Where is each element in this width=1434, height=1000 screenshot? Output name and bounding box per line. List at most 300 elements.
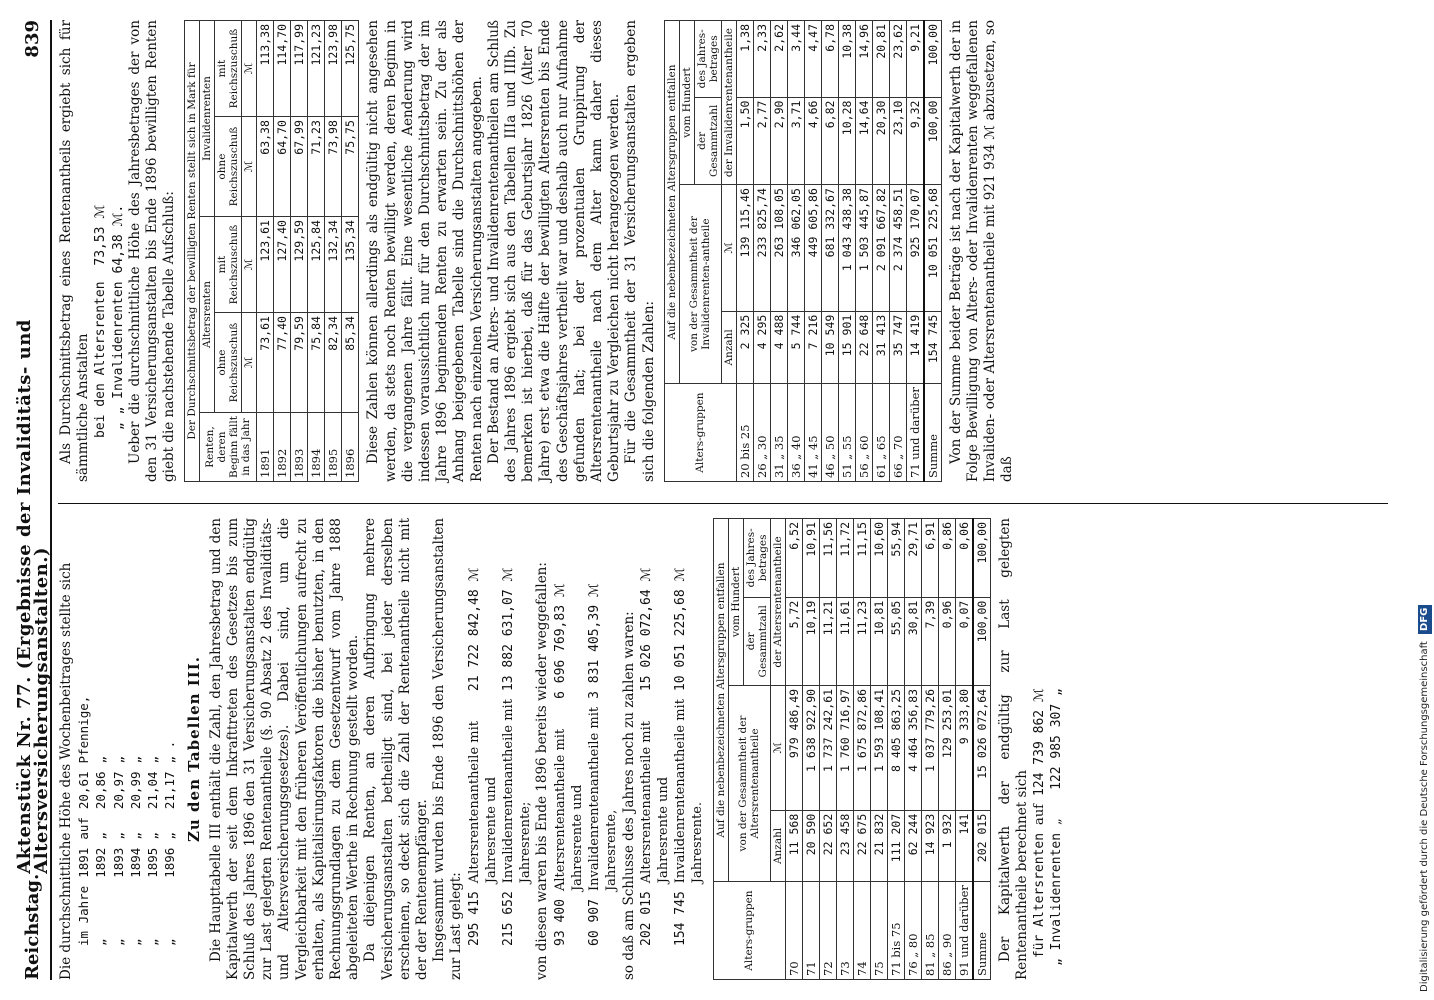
calc-row bbox=[517, 564, 534, 950]
table-cell: 1 675 872,86 bbox=[853, 685, 870, 810]
sum-cell: 100,00 bbox=[924, 21, 942, 98]
table-cell: 11,23 bbox=[853, 597, 870, 685]
table-cell: 14,64 bbox=[855, 97, 872, 185]
table-cell: 6,82 bbox=[821, 97, 838, 185]
table-row bbox=[819, 519, 836, 980]
header-title: Aktenstück Nr. 77. (Ergebnisse der Invaliditäts- und Altersversicherungsanstalten.) bbox=[13, 319, 52, 874]
calc-cell: „ „ Invalidenrenten bbox=[110, 281, 126, 431]
table-cell: 14,96 bbox=[855, 21, 872, 98]
table-cell: 11,72 bbox=[836, 519, 853, 598]
table-cell: 2 374 458,51 bbox=[889, 185, 906, 312]
table-cell: 35 747 bbox=[889, 311, 906, 383]
avg-cell: „ bbox=[145, 832, 161, 840]
avg-row bbox=[144, 692, 161, 950]
table-cell: 113,38 bbox=[257, 21, 274, 117]
table-cell: 72 bbox=[819, 882, 836, 980]
table-cell: 1,38 bbox=[736, 21, 753, 98]
table-cell: 73,98 bbox=[325, 117, 342, 217]
table-row bbox=[342, 21, 359, 482]
col-header: der Gesammtzahl bbox=[743, 597, 770, 685]
table-cell: 9,32 bbox=[906, 97, 924, 185]
table-cell: 2 325 bbox=[736, 311, 753, 383]
calc-cell: 6 696 769,83 ℳ bbox=[552, 583, 568, 699]
table-cell: 2,33 bbox=[753, 21, 770, 98]
table-cell: 7,39 bbox=[921, 597, 938, 685]
table-cell: 31 „ 35 bbox=[770, 384, 787, 482]
table-cell: 2 091 667,82 bbox=[872, 185, 889, 312]
page-header bbox=[13, 20, 52, 980]
table-row bbox=[736, 21, 753, 482]
table-cell: 67,99 bbox=[291, 117, 308, 217]
paragraph: Da diejenigen Renten, an deren Aufbringung mehrere Versicherungsanstalten betheiligt sind, bei jeder derselben erscheinen, so deckt sich die Zahl der Rentenantheile nicht mit der der Rentenempfänger. bbox=[362, 518, 431, 980]
calc-cell bbox=[655, 887, 672, 950]
avg-cell: „ bbox=[93, 755, 109, 764]
unit-header: ℳ bbox=[242, 313, 257, 413]
table-row bbox=[955, 519, 973, 980]
table-cell: 55,94 bbox=[887, 519, 904, 598]
table-head: Auf die nebenbezeichneten Altersgruppen entfallen bbox=[664, 21, 679, 384]
table-cell: 263 108,05 bbox=[770, 185, 787, 312]
digitization-credit bbox=[1418, 8, 1432, 992]
table-cell: 31 413 bbox=[872, 311, 889, 383]
right-column bbox=[58, 20, 1388, 482]
table-cell: 4,66 bbox=[804, 97, 821, 185]
table-cell: 10,81 bbox=[870, 597, 887, 685]
table-cell: 233 825,74 bbox=[753, 185, 770, 312]
table-cell: 71,23 bbox=[308, 117, 325, 217]
table-row bbox=[872, 21, 889, 482]
table-row bbox=[887, 519, 904, 980]
avg-cell: „ bbox=[93, 832, 109, 840]
table-row bbox=[853, 519, 870, 980]
table-cell: 123,61 bbox=[257, 217, 274, 313]
invaliden-table bbox=[664, 20, 942, 482]
table-cell: 129,59 bbox=[291, 217, 308, 313]
table-cell: 85,34 bbox=[342, 313, 359, 413]
table-cell: 125,84 bbox=[308, 217, 325, 313]
avg-cell: 20,99 bbox=[127, 771, 143, 810]
calc-block bbox=[552, 579, 621, 950]
paragraph: Die Haupttabelle III enthält die Zahl, den Jahresbetrag und den Kapitalwerth der seit dem Inkrafttreten des Gesetzes bis zum Schluß des Jahres 1896 den 31 Versicherungsanstalten endgültig zur Last gelegten Rentenantheile (§. 90 Absatz 2 des Invaliditäts- und Altersversicherungsgesetzes). Dabei sind, um die Vergleichbarkeit mit den früheren Veröffentlichungen aufrecht zu erhalten, als Kapitalisirungsfaktoren die bisher benutzten, in den Rechnungsgrundlagen zu dem Gesetzentwurf vom Jahre 1888 abgeleiteten Werthe in Rechnung gestellt worden. bbox=[207, 518, 362, 980]
table-cell: 71 und darüber bbox=[906, 384, 924, 482]
calc-row bbox=[672, 564, 689, 950]
table-row bbox=[921, 519, 938, 980]
table-cell: 10,38 bbox=[838, 21, 855, 98]
calc-row bbox=[603, 579, 620, 950]
table-cell: 11 568 bbox=[785, 810, 802, 881]
calc-cell bbox=[483, 887, 500, 950]
calc-cell bbox=[603, 579, 620, 703]
paragraph: Insgesammt wurden bis Ende 1896 den Versicherungsanstalten zur Last gelegt: bbox=[431, 518, 465, 980]
avg-cell: „ bbox=[127, 755, 143, 764]
calc-cell: 73,53 ℳ bbox=[93, 204, 109, 266]
calc-cell: 3 831 405,39 ℳ bbox=[587, 583, 603, 699]
avg-cell: „ bbox=[162, 832, 178, 840]
table-cell: 10,60 bbox=[870, 519, 887, 598]
table-row bbox=[889, 21, 906, 482]
calc-cell: bei den Altersrenten bbox=[93, 281, 109, 438]
col-header: Alters-gruppen bbox=[664, 384, 736, 482]
table-cell: 56 „ 60 bbox=[855, 384, 872, 482]
unit-header: ℳ bbox=[242, 21, 257, 117]
table-row bbox=[802, 519, 819, 980]
calc-cell bbox=[655, 564, 672, 695]
table-cell: 1,50 bbox=[736, 97, 753, 185]
table-cell: 29,71 bbox=[904, 519, 921, 598]
avg-cell: „ bbox=[145, 755, 161, 764]
avg-cell: 1891 bbox=[76, 847, 92, 878]
table-cell: 74 bbox=[853, 882, 870, 980]
col-header: der Altersrentenantheile bbox=[770, 519, 785, 686]
table-cell: 127,40 bbox=[274, 217, 291, 313]
table-cell: 139 115,46 bbox=[736, 185, 753, 312]
table-cell: 36 „ 40 bbox=[787, 384, 804, 482]
col-header: mit Reichszuschuß bbox=[215, 21, 242, 117]
table-cell: 0,07 bbox=[955, 597, 973, 685]
table-cell: 9,21 bbox=[906, 21, 924, 98]
table-row bbox=[855, 21, 872, 482]
avg-cell: „ bbox=[93, 938, 109, 946]
sum-row bbox=[924, 21, 942, 482]
unit-header: ℳ bbox=[770, 685, 785, 810]
sum-row bbox=[973, 519, 991, 980]
calc-row bbox=[552, 579, 569, 950]
table-cell: 11,61 bbox=[836, 597, 853, 685]
avg-cell: 1894 bbox=[127, 847, 143, 878]
avg-cell: im Jahre bbox=[76, 885, 92, 946]
section-title: Zu den Tabellen III. bbox=[185, 655, 204, 843]
calc-cell: Altersrentenantheile mit bbox=[466, 721, 482, 884]
paragraph: Diese Zahlen können allerdings als endgültig nicht angesehen werden, da stets noch Renten bewilligt werden, deren Beginn in die vergangenen Jahre fällt. Eine wesentliche Aenderung wird indessen voraussichtlich nur für den Durchschnittsbetrag der im Jahre 1896 beginnenden Renten zu erwarten sein. Zu der als Anhang beigegebenen Tabelle sind die Durchschnittshöhen der Renten nach einzelnen Versicherungsanstalten angegeben. bbox=[365, 20, 485, 482]
table-cell: 1 503 445,87 bbox=[855, 185, 872, 312]
table-row bbox=[821, 21, 838, 482]
paragraph: Von der Summe beider Beträge ist nach der Kapitalwerth der in Folge Bewilligung von Alters- oder Invalidenrenten weggefallenen Invaliden- oder Altersrentenantheile mit 921 934 ℳ abzusetzen, so daß bbox=[947, 20, 1016, 482]
calc-cell: 21 722 842,48 ℳ bbox=[466, 567, 482, 692]
col-header: ohne Reichszuschuß bbox=[215, 117, 242, 217]
table-cell: 23,10 bbox=[889, 97, 906, 185]
sum-cell: 10 051 225,68 bbox=[924, 185, 942, 312]
avg-row bbox=[161, 692, 178, 950]
calc-row bbox=[92, 201, 109, 442]
avg-rent-table bbox=[184, 20, 359, 482]
table-row bbox=[257, 21, 274, 482]
avg-row bbox=[75, 692, 92, 950]
sum-cell: 100,00 bbox=[973, 597, 991, 685]
table-cell: 22 648 bbox=[855, 311, 872, 383]
table-cell: 1896 bbox=[342, 413, 359, 482]
table-row bbox=[870, 519, 887, 980]
table-cell: 91 und darüber bbox=[955, 882, 973, 980]
calc-cell: Jahresrente; bbox=[518, 801, 534, 884]
sum-cell: 100,00 bbox=[924, 97, 942, 185]
table-cell: 2,77 bbox=[753, 97, 770, 185]
avg-weekly-table bbox=[75, 692, 178, 950]
table-cell: 9 333,80 bbox=[955, 685, 973, 810]
table-head: Auf die nebenbezeichneten Altersgruppen entfallen bbox=[713, 519, 728, 882]
table-row bbox=[906, 21, 924, 482]
table-cell: 1 932 bbox=[938, 810, 955, 881]
document-page bbox=[8, 10, 1408, 990]
table-row bbox=[770, 21, 787, 482]
table-cell: 11,56 bbox=[819, 519, 836, 598]
table-cell: 61 „ 65 bbox=[872, 384, 889, 482]
table-cell: 1 737 242,61 bbox=[819, 685, 836, 810]
avg-cell: Pfennige, bbox=[76, 695, 92, 764]
calc-row bbox=[569, 579, 586, 950]
table-cell: 1893 bbox=[291, 413, 308, 482]
table-cell: 5 744 bbox=[787, 311, 804, 383]
page-number: 839 bbox=[22, 20, 44, 58]
column-divider bbox=[58, 503, 1388, 504]
calc-cell: Altersrentenantheile mit bbox=[552, 728, 568, 892]
calc-cell: Jahresrente, bbox=[604, 809, 620, 892]
col-header: des Jahres-betrages bbox=[694, 21, 721, 98]
table-cell: 30,81 bbox=[904, 597, 921, 685]
table-row bbox=[291, 21, 308, 482]
table-cell: 79,59 bbox=[291, 313, 308, 413]
col-header: ohne Reichszuschuß bbox=[215, 313, 242, 413]
calc-cell: 64,38 ℳ. bbox=[110, 204, 126, 274]
table-cell: 123,98 bbox=[325, 21, 342, 117]
alters-table bbox=[713, 518, 991, 980]
table-cell: 86 „ 90 bbox=[938, 882, 955, 980]
avg-cell: 1892 bbox=[93, 847, 109, 878]
calc-cell: auf bbox=[1031, 804, 1047, 825]
table-row bbox=[308, 21, 325, 482]
calc-cell: 154 745 bbox=[673, 891, 689, 946]
avg-cell: „ bbox=[127, 938, 143, 946]
paragraph: Als Durchschnittsbetrag eines Rentenantheils ergiebt sich für sämmtliche Anstalten bbox=[58, 20, 92, 482]
paragraph: Der Bestand an Alters- und Invalidenrentenantheilen am Schluß des Jahres 1896 ergiebt sich aus den Tabellen IIIa und IIIb. Zu bemerken ist hierbei, daß für das Geburtsjahr 1826 (Alter 70 Jahre) erst etwa die Hälfte der bewilligten Altersrenten bis Ende des Geschäftsjahres vertheilt war und deshalb auch nur Aufnahme gefunden hat; bei der prozentualen Gruppirung der Altersrentenantheile nach dem Alter kann daher dieses Geburtsjahr zu Vergleichen nicht herangezogen werden. bbox=[485, 20, 623, 482]
avg-cell: 20,97 bbox=[110, 771, 126, 810]
table-cell: 114,70 bbox=[274, 21, 291, 117]
calc-row bbox=[483, 564, 500, 950]
calc-cell: Invalidenrentenantheile mit bbox=[501, 699, 517, 884]
table-cell: 71 bis 75 bbox=[887, 882, 904, 980]
sum-cell: 202 015 bbox=[973, 810, 991, 881]
table-cell: 22 675 bbox=[853, 810, 870, 881]
table-cell: 129 253,01 bbox=[938, 685, 955, 810]
calc-cell: Jahresrente. bbox=[690, 801, 706, 884]
avg-cell: 1893 bbox=[110, 847, 126, 878]
table-cell: 15 901 bbox=[838, 311, 855, 383]
table-cell: 73,61 bbox=[257, 313, 274, 413]
table-cell: 75,84 bbox=[308, 313, 325, 413]
avg-cell: auf bbox=[76, 817, 92, 840]
table-cell: 6,78 bbox=[821, 21, 838, 98]
table-cell: 1892 bbox=[274, 413, 291, 482]
table-cell: 11,21 bbox=[819, 597, 836, 685]
table-cell: 6,91 bbox=[921, 519, 938, 598]
sum-cell: Summe bbox=[924, 384, 942, 482]
calc-cell bbox=[689, 887, 706, 950]
table-row bbox=[325, 21, 342, 482]
table-cell: 125,75 bbox=[342, 21, 359, 117]
left-column bbox=[58, 518, 1388, 980]
table-cell: 75 bbox=[870, 882, 887, 980]
avg-cell: „ bbox=[110, 938, 126, 946]
calc-cell: 10 051 225,68 ℳ bbox=[673, 567, 689, 692]
table-cell: 41 „ 45 bbox=[804, 384, 821, 482]
table-cell: 73 bbox=[836, 882, 853, 980]
table-cell: 681 332,67 bbox=[821, 185, 838, 312]
calc-cell bbox=[689, 564, 706, 695]
table-cell: 62 244 bbox=[904, 810, 921, 881]
sum-cell: Summe bbox=[973, 882, 991, 980]
unit-header: Anzahl bbox=[721, 311, 736, 383]
table-cell: 7 216 bbox=[804, 311, 821, 383]
table-cell: 20,81 bbox=[872, 21, 889, 98]
table-cell: 4 488 bbox=[770, 311, 787, 383]
table-row bbox=[753, 21, 770, 482]
avg-cell: 21,17 bbox=[162, 771, 178, 810]
avg-row bbox=[110, 692, 127, 950]
table-row bbox=[904, 519, 921, 980]
table-cell: 10,28 bbox=[838, 97, 855, 185]
calc-row bbox=[1031, 684, 1048, 970]
table-row bbox=[838, 21, 855, 482]
table-cell: 20,30 bbox=[872, 97, 889, 185]
unit-header: Anzahl bbox=[770, 810, 785, 881]
col-header: Altersrenten bbox=[200, 217, 215, 413]
header-left: Reichstag. bbox=[22, 873, 44, 980]
table-cell: 0,86 bbox=[938, 519, 955, 598]
table-cell: 135,34 bbox=[342, 217, 359, 313]
avg-row bbox=[92, 692, 109, 950]
table-cell: 121,23 bbox=[308, 21, 325, 117]
avg-row bbox=[127, 692, 144, 950]
table-cell: 51 „ 55 bbox=[838, 384, 855, 482]
avg-cell: „ bbox=[145, 938, 161, 946]
table-cell: 2,90 bbox=[770, 97, 787, 185]
calc-cell: 215 652 bbox=[501, 891, 517, 946]
table-cell: 26 „ 30 bbox=[753, 384, 770, 482]
calc-cell: 93 400 bbox=[552, 899, 568, 946]
unit-header: ℳ bbox=[242, 117, 257, 217]
calc-block bbox=[92, 201, 126, 442]
avg-cell: 21,04 bbox=[145, 771, 161, 810]
table-cell: 14 923 bbox=[921, 810, 938, 881]
sum-cell: 154 745 bbox=[924, 311, 942, 383]
calc-cell bbox=[569, 895, 586, 950]
calc-cell: 13 882 631,07 ℳ bbox=[501, 567, 517, 692]
col-header: vom Hundert bbox=[679, 21, 694, 185]
calc-block bbox=[638, 564, 707, 950]
calc-cell bbox=[483, 564, 500, 695]
col-header: von der Gesammtheit der Invalidenrenten-antheile bbox=[679, 185, 721, 384]
table-cell: 1 043 438,38 bbox=[838, 185, 855, 312]
table-cell: 346 062,05 bbox=[787, 185, 804, 312]
table-cell: 11,15 bbox=[853, 519, 870, 598]
calc-block bbox=[466, 564, 535, 950]
table-cell: 1 593 108,41 bbox=[870, 685, 887, 810]
calc-cell bbox=[603, 895, 620, 950]
sum-cell: 15 026 072,64 bbox=[973, 685, 991, 810]
avg-cell: 1895 bbox=[145, 847, 161, 878]
calc-row bbox=[655, 564, 672, 950]
table-cell: 979 486,49 bbox=[785, 685, 802, 810]
calc-cell: „ bbox=[1049, 818, 1065, 825]
col-header: Invalidenrenten bbox=[200, 21, 215, 217]
table-cell: 1 638 922,90 bbox=[802, 685, 819, 810]
sum-cell: 100,00 bbox=[973, 519, 991, 598]
table-cell: 22 652 bbox=[819, 810, 836, 881]
table-cell: 1895 bbox=[325, 413, 342, 482]
calc-cell bbox=[517, 564, 534, 695]
table-row bbox=[836, 519, 853, 980]
table-cell: 75,75 bbox=[342, 117, 359, 217]
avg-cell: 1896 bbox=[162, 847, 178, 878]
calc-cell bbox=[569, 579, 586, 703]
table-cell: 111 207 bbox=[887, 810, 904, 881]
col-header: der Gesammtzahl bbox=[694, 97, 721, 185]
calc-row bbox=[638, 564, 655, 950]
table-cell: 64,70 bbox=[274, 117, 291, 217]
table-cell: 0,96 bbox=[938, 597, 955, 685]
table-cell: 449 605,86 bbox=[804, 185, 821, 312]
table-row bbox=[938, 519, 955, 980]
table-row bbox=[785, 519, 802, 980]
calc-cell: Invalidenrentenantheile mit bbox=[587, 706, 603, 892]
table-row bbox=[274, 21, 291, 482]
table-cell: 14 419 bbox=[906, 311, 924, 383]
table-row bbox=[804, 21, 821, 482]
col-header: Alters-gruppen bbox=[713, 882, 785, 980]
calc-row bbox=[110, 201, 127, 442]
avg-cell: „ bbox=[162, 938, 178, 946]
table-cell: 141 bbox=[955, 810, 973, 881]
calc-cell: Invalidenrentenantheile mit bbox=[673, 699, 689, 884]
table-cell: 4 295 bbox=[753, 311, 770, 383]
credit-text: Digitalisierung gefördert durch die Deutsche Forschungsgemeinschaft bbox=[1419, 641, 1430, 992]
calc-cell: für Altersrenten bbox=[1031, 832, 1047, 959]
calc-block bbox=[1031, 684, 1065, 970]
table-cell: 10,19 bbox=[802, 597, 819, 685]
table-cell: 925 170,07 bbox=[906, 185, 924, 312]
table-cell: 132,34 bbox=[325, 217, 342, 313]
calc-row bbox=[689, 564, 706, 950]
calc-row bbox=[1048, 684, 1065, 970]
avg-cell: 20,86 bbox=[93, 771, 109, 810]
avg-cell: „ bbox=[110, 755, 126, 764]
table-cell: 3,71 bbox=[787, 97, 804, 185]
table-cell: 81 „ 85 bbox=[921, 882, 938, 980]
table-cell: 1894 bbox=[308, 413, 325, 482]
calc-cell: 295 415 bbox=[466, 891, 482, 946]
col-header: des Jahres-betrages bbox=[743, 519, 770, 598]
table-cell: 77,40 bbox=[274, 313, 291, 413]
table-head: Der Durchschnittsbetrag der bewilligten Renten stellt sich in Mark für bbox=[185, 21, 200, 482]
avg-cell: „ bbox=[127, 832, 143, 840]
table-cell: 55,05 bbox=[887, 597, 904, 685]
table-cell: 0,06 bbox=[955, 519, 973, 598]
col-header: mit Reichszuschuß bbox=[215, 217, 242, 313]
col-header: vom Hundert bbox=[728, 519, 743, 686]
calc-cell: 60 907 bbox=[587, 899, 603, 946]
avg-cell: „ . bbox=[162, 740, 178, 764]
avg-intro: Die durchschnittliche Höhe des Wochenbeitrages stellte sich bbox=[58, 562, 74, 980]
table-cell: 10,91 bbox=[802, 519, 819, 598]
col-header: von der Gesammtheit der Altersrentenantheile bbox=[728, 685, 770, 881]
table-cell: 20 bis 25 bbox=[736, 384, 753, 482]
table-cell: 2,62 bbox=[770, 21, 787, 98]
calc-row bbox=[586, 579, 603, 950]
dfg-logo: DFG bbox=[1418, 605, 1432, 634]
calc-cell: Jahresrente und bbox=[655, 776, 671, 884]
table-cell: 8 405 863,25 bbox=[887, 685, 904, 810]
table-cell: 1891 bbox=[257, 413, 274, 482]
table-cell: 3,44 bbox=[787, 21, 804, 98]
